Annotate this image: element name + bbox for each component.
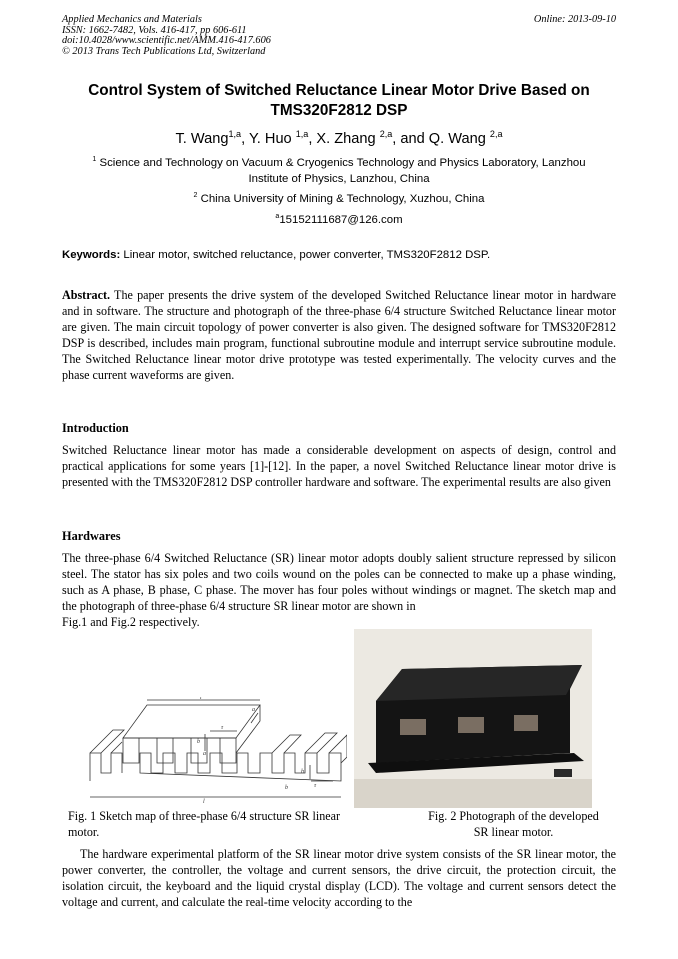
motor-window-2	[458, 717, 484, 733]
author-affiliation-mark: 2,a	[489, 129, 503, 140]
figure-2-caption	[411, 809, 616, 840]
label-ls: l	[200, 697, 202, 701]
author-affiliation-mark: 1,a	[228, 129, 242, 140]
author-separator: ,	[241, 131, 249, 147]
title-line-2: TMS320F2812 DSP	[270, 102, 408, 119]
hardwares-heading: Hardwares	[62, 529, 121, 543]
paper-title	[62, 81, 616, 121]
author-separator: ,	[308, 131, 317, 147]
affiliation-text-continued: Institute of Physics, Lanzhou, China	[248, 172, 430, 185]
label-as: a	[252, 707, 255, 713]
author-name: Y. Huo	[248, 131, 296, 147]
email	[62, 213, 616, 229]
issn: ISSN: 1662-7482, Vols. 416-417, pp 606-611	[62, 24, 247, 36]
stator-perspective	[90, 730, 347, 763]
email-address: 15152111687@126.com	[279, 214, 403, 226]
affiliation-number: 1	[92, 156, 97, 164]
motor-window-3	[514, 715, 538, 731]
journal-name: Applied Mechanics and Materials	[62, 14, 202, 25]
running-header	[62, 15, 616, 57]
keywords-label: Keywords:	[62, 249, 121, 261]
hardwares-text: The three-phase 6/4 Switched Reluctance (SR) linear motor adopts doubly salient structure repressed by silicon steel. The stator has six poles and two coils wound on the poles can be connected to make up a phase winding, such as A phase, B phase, C phase. The mover has four poles without windings or magnet. The sketch map and the photograph of three-phase 6/4 structure SR linear motor are shown in	[62, 551, 616, 614]
author-affiliation-mark: 2,a	[379, 129, 393, 140]
email-mark: a	[275, 213, 280, 221]
photo-floor	[354, 779, 592, 808]
online-date: Online: 2013-09-10	[533, 14, 616, 25]
motor-window-1	[400, 719, 426, 735]
hardwares-text-last-line: Fig.1 and Fig.2 respectively.	[62, 615, 200, 629]
copyright: © 2013 Trans Tech Publications Ltd, Switzerland	[62, 45, 266, 57]
stator-teeth	[90, 753, 341, 781]
author-name: T. Wang	[175, 131, 229, 147]
figure-2-caption-line-2: SR linear motor.	[473, 824, 554, 839]
dimension-as	[251, 713, 258, 723]
keywords	[62, 249, 616, 261]
mover-pole-1	[123, 738, 139, 763]
figure-2-photograph	[354, 629, 592, 808]
affiliation-text: Science and Technology on Vacuum & Cryogenics Technology and Physics Laboratory, Lanzhou	[96, 157, 586, 169]
author-name: Q. Wang	[428, 131, 490, 147]
figure-2-caption-line-1: Fig. 2 Photograph of the developed	[428, 809, 599, 823]
introduction-heading: Introduction	[62, 421, 129, 435]
abstract-text: The paper presents the drive system of the developed Switched Reluctance linear motor in hardware and in software. The structure and photograph of the three-phase 6/4 structure Switched Reluctance linear motor are given. The main circuit topology of power converter is also given. The designed software for TMS320F2812 DSP is described, includes main program, functional subroutine module and interrupt service subroutine module. The Switched Reluctance linear motor drive prototype was tested experimentally. The velocity curves and the phase current waveforms are given.	[62, 288, 616, 383]
author-separator: , and	[392, 131, 429, 147]
mover-pole-2	[157, 738, 173, 763]
label-tau: τ	[221, 725, 224, 731]
figure-1-caption: Fig. 1 Sketch map of three-phase 6/4 structure SR linear motor.	[68, 809, 341, 839]
motor-cable	[554, 769, 572, 777]
label-bs: b	[197, 739, 200, 745]
mover-top-face	[123, 705, 260, 738]
label-am: a	[203, 751, 206, 757]
affiliation-number: 2	[193, 192, 198, 200]
affiliation-2	[62, 192, 616, 208]
label-lm: l	[203, 799, 205, 805]
title-line-1: Control System of Switched Reluctance Linear Motor Drive Based on	[88, 82, 590, 99]
introduction-text: Switched Reluctance linear motor has made a considerable development on aspects of design, control and practical applications for some years [1]-[12]. In the paper, a novel Switched Reluctance linear motor drive is presented with the TMS320F2812 DSP controller hardware and software. The experimental results are also given	[62, 443, 616, 490]
label-tm: τ	[314, 783, 317, 789]
affiliation-1	[62, 156, 616, 187]
doi: doi:10.4028/www.scientific.net/AMM.416-417.606	[62, 35, 271, 47]
hardware-platform-text: The hardware experimental platform of the SR linear motor drive system consists of the SR linear motor, the power converter, the controller, the voltage and current sensors, the drive circuit, the protection circuit, the isolation circuit, the keyboard and the liquid crystal display (LCD). The voltage and current sensors detect the voltage and current, and calculate the real-time velocity according to the	[62, 847, 616, 910]
label-bm: b	[285, 785, 288, 791]
affiliation-text: China University of Mining & Technology, Xuzhou, China	[197, 193, 485, 205]
author-name: X. Zhang	[316, 131, 380, 147]
keywords-text: Linear motor, switched reluctance, power converter, TMS320F2812 DSP.	[120, 249, 491, 261]
author-affiliation-mark: 1,a	[295, 129, 309, 140]
abstract	[62, 287, 616, 384]
label-hm: h	[301, 769, 304, 775]
mover-side-face	[236, 705, 260, 753]
abstract-label: Abstract.	[62, 288, 111, 302]
figure-1-sketch	[85, 697, 347, 805]
author-list	[62, 131, 616, 147]
